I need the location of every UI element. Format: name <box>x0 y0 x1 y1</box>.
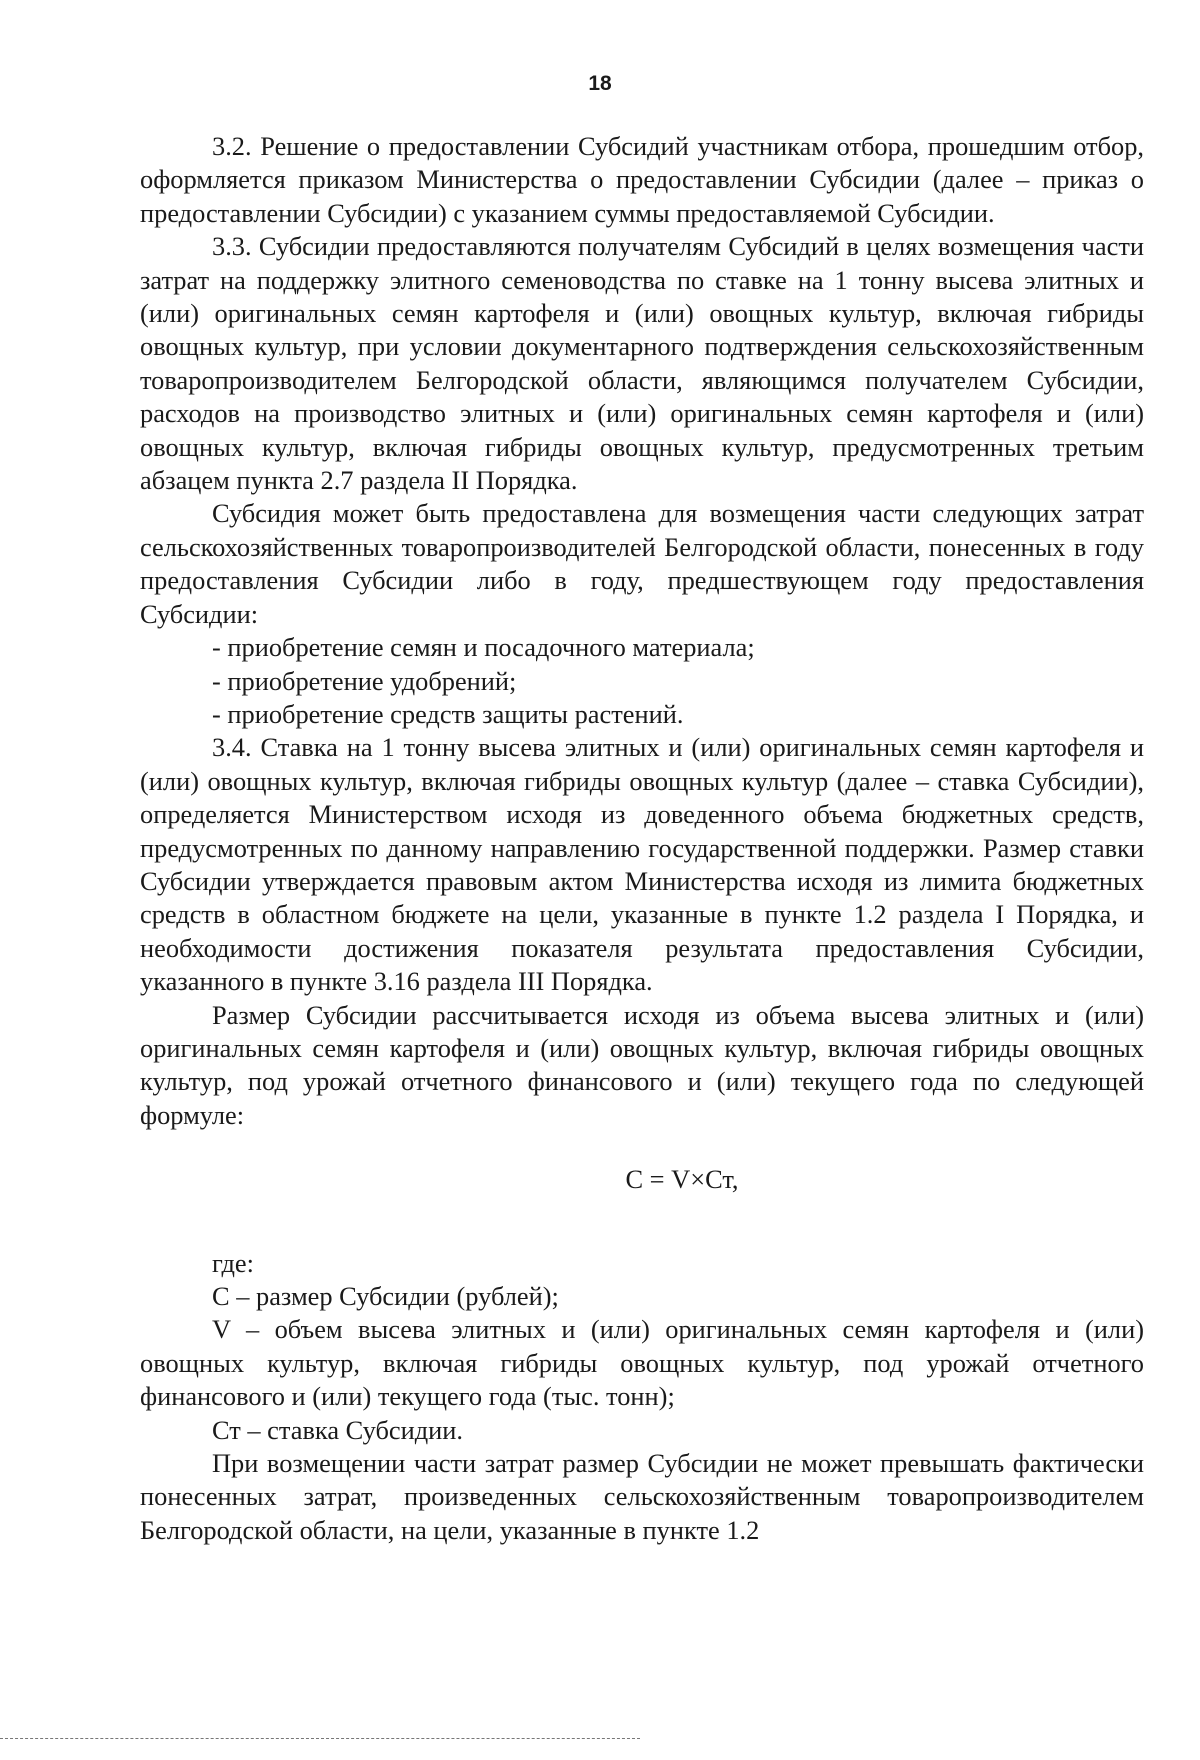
paragraph-3-3: 3.3. Субсидии предоставляются получателям Субсидий в целях возмещения части затрат на поддержку элитного семеноводства по ставке на 1 тонну высева элитных и (или) оригинальных семян картофеля и (или) овощных культур, включая гибриды овощных культур, при условии документарного подтверждения сельскохозяйственным товаропроизводителем Белгородской области, являющимся получателем Субсидии, расходов на производство элитных и (или) оригинальных семян картофеля и (или) овощных культур, включая гибриды овощных культур, предусмотренных третьим абзацем пункта 2.7 раздела II Порядка. <box>140 231 1144 496</box>
page-number: 18 <box>588 72 612 95</box>
where-label: где: <box>212 1247 254 1278</box>
list-item: - приобретение удобрений; <box>212 665 517 696</box>
paragraph-closing: При возмещении части затрат размер Субсидии не может превышать фактически понесенных затрат, произведенных сельскохозяйственным товаропроизводителем Белгородской области, на цели, указанные в пункте 1.2 <box>140 1448 1144 1545</box>
paragraph-3-4: 3.4. Ставка на 1 тонну высева элитных и (или) оригинальных семян картофеля и (или) овощных культур, включая гибриды овощных культур (далее – ставка Субсидии), определяется Министерством исходя из доведенного объема бюджетных средств, предусмотренных по данному направлению государственной поддержки. Размер ставки Субсидии утверждается правовым актом Министерства исходя из лимита бюджетных средств в областном бюджете на цели, указанные в пункте 1.2 раздела I Порядка, и необходимости достижения показателя результата предоставления Субсидии, указанного в пункте 3.16 раздела III Порядка. <box>140 732 1144 997</box>
definition-c: С – размер Субсидии (рублей); <box>212 1281 559 1311</box>
list-item: - приобретение семян и посадочного материала; <box>212 632 755 663</box>
definition-v: V – объем высева элитных и (или) оригинальных семян картофеля и (или) овощных культур, включая гибриды овощных культур, под урожай отчетного финансового и (или) текущего года (тыс. тонн); <box>140 1314 1144 1412</box>
footer-divider <box>0 1738 640 1739</box>
definition-st: Ст – ставка Субсидии. <box>212 1414 463 1445</box>
formula: С = V×Ст, <box>625 1164 739 1195</box>
paragraph-calculation: Размер Субсидии рассчитывается исходя из объема высева элитных и (или) оригинальных семян картофеля и (или) овощных культур, включая гибриды овощных культур, под урожай отчетного финансового и (или) текущего года по следующей формуле: <box>140 999 1144 1130</box>
list-item: - приобретение средств защиты растений. <box>212 698 684 729</box>
paragraph-3-2: 3.2. Решение о предоставлении Субсидий участникам отбора, прошедшим отбор, оформляется приказом Министерства о предоставлении Субсидии (далее – приказ о предоставлении Субсидии) с указанием суммы предоставляемой Субсидии. <box>140 131 1144 228</box>
document-body <box>140 130 1144 1547</box>
paragraph-subsidy-costs: Субсидия может быть предоставлена для возмещения части следующих затрат сельскохозяйственных товаропроизводителей Белгородской области, понесенных в году предоставления Субсидии либо в году, предшествующем году предоставления Субсидии: <box>140 498 1144 629</box>
